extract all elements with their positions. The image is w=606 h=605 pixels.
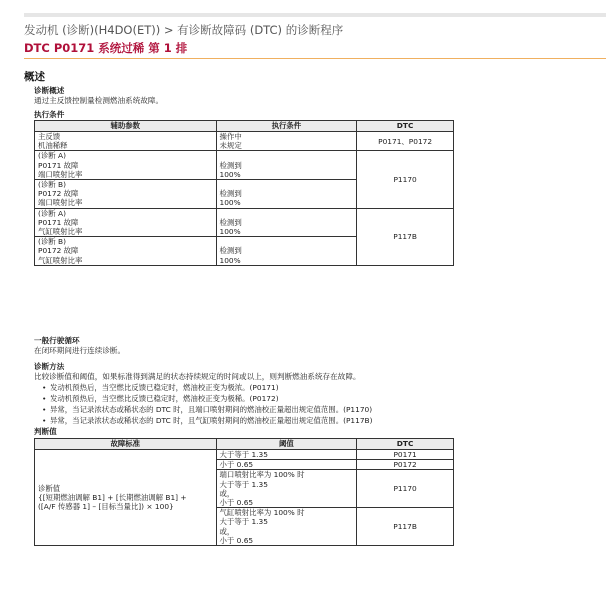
- dtc-cell: P117B: [357, 208, 454, 265]
- drive-cycle-section: [34, 336, 125, 356]
- page-title: DTC P0171 系统过稀 第 1 排: [24, 41, 188, 55]
- table-row: (诊断 A) P0171 故障 气缸喷射比率 检测到 100% P117B: [35, 208, 454, 237]
- dtc-cell: P1170: [357, 470, 454, 508]
- criterion-cell: 诊断值 {[短期燃油调解 B1] + [长期燃油调解 B1] + ([A/F 传感器 1] – [目标当量比]) × 100}: [35, 450, 217, 546]
- dtc-cell: P0171: [357, 450, 454, 460]
- diag-method-text: 比较诊断值和阈值，如果标准得到满足的状态持续规定的时间或以上，则判断燃油系统存在故障。: [34, 372, 361, 381]
- table-row: 小于 0.65 P0172: [35, 460, 454, 470]
- top-divider-bar: [24, 13, 606, 17]
- table-row: 端口喷射比率为 100% 时 大于等于 1.35 或， 小于 0.65 P1170: [35, 470, 454, 508]
- col-header-dtc: DTC: [357, 121, 454, 132]
- col-header-threshold: 阈值: [216, 439, 357, 450]
- diag-summary-title: 诊断概述: [34, 86, 65, 95]
- list-item: • 异常，当记录浓状态或稀状态的 DTC 时，且端口喷射期间的燃油校正量超出规定值范围。(P1170): [42, 405, 373, 414]
- col-header-cond: 执行条件: [216, 121, 357, 132]
- drive-cycle-text: 在闭环期间进行连续诊断。: [34, 346, 126, 355]
- title-divider: [24, 58, 606, 59]
- bullet-icon: •: [42, 383, 47, 392]
- dtc-cell: P0172: [357, 460, 454, 470]
- list-item: • 发动机预热后，当空燃比反馈已稳定时，燃油校正变为极浓。(P0171): [42, 383, 279, 392]
- diag-summary-text: 通过主反馈控制量检测燃油系统故障。: [34, 96, 164, 105]
- table-row: (诊断 A) P0171 故障 端口喷射比率 检测到 100% P1170: [35, 151, 454, 180]
- col-header-dtc: DTC: [357, 439, 454, 450]
- col-header-criterion: 故障标准: [35, 439, 217, 450]
- table-header-row: [35, 121, 454, 132]
- diag-summary-section: [34, 86, 163, 106]
- table-row: 气缸喷射比率为 100% 时 大于等于 1.35 或， 小于 0.65 P117B: [35, 508, 454, 546]
- diag-method-section: [34, 362, 361, 382]
- table-row: 诊断值 {[短期燃油调解 B1] + [长期燃油调解 B1] + ([A/F 传感器 1] – [目标当量比]) × 100} 大于等于 1.35 P0171: [35, 450, 454, 460]
- table-header-row: [35, 439, 454, 450]
- exec-conditions-title: 执行条件: [34, 110, 65, 119]
- overview-heading: 概述: [24, 71, 45, 83]
- list-item: • 发动机预热后，当空燃比反馈已稳定时，燃油校正变为极稀。(P0172): [42, 394, 279, 403]
- bullet-icon: •: [42, 416, 47, 425]
- dtc-cell: P117B: [357, 508, 454, 546]
- judge-title: 判断值: [34, 427, 57, 436]
- col-header-param: 辅助参数: [35, 121, 217, 132]
- table-row: (诊断 B) P0172 故障 端口喷射比率 检测到 100%: [35, 180, 454, 209]
- bullet-icon: •: [42, 394, 47, 403]
- breadcrumb[interactable]: 发动机 (诊断)(H4DO(ET)) > 有诊断故障码 (DTC) 的诊断程序: [24, 23, 344, 37]
- bullet-icon: •: [42, 405, 47, 414]
- list-item: • 异常，当记录浓状态或稀状态的 DTC 时，且气缸喷射期间的燃油校正量超出规定值范围。(P117B): [42, 416, 373, 425]
- drive-cycle-title: 一般行驶循环: [34, 336, 80, 345]
- dtc-cell: P0171、P0172: [357, 132, 454, 151]
- judgement-table: [34, 438, 454, 546]
- exec-conditions-table: [34, 120, 454, 266]
- table-row: (诊断 B) P0172 故障 气缸喷射比率 检测到 100%: [35, 237, 454, 266]
- diag-method-title: 诊断方法: [34, 362, 65, 371]
- dtc-cell: P1170: [357, 151, 454, 208]
- table-row: 主反馈 机油稀释 操作中 未规定 P0171、P0172: [35, 132, 454, 151]
